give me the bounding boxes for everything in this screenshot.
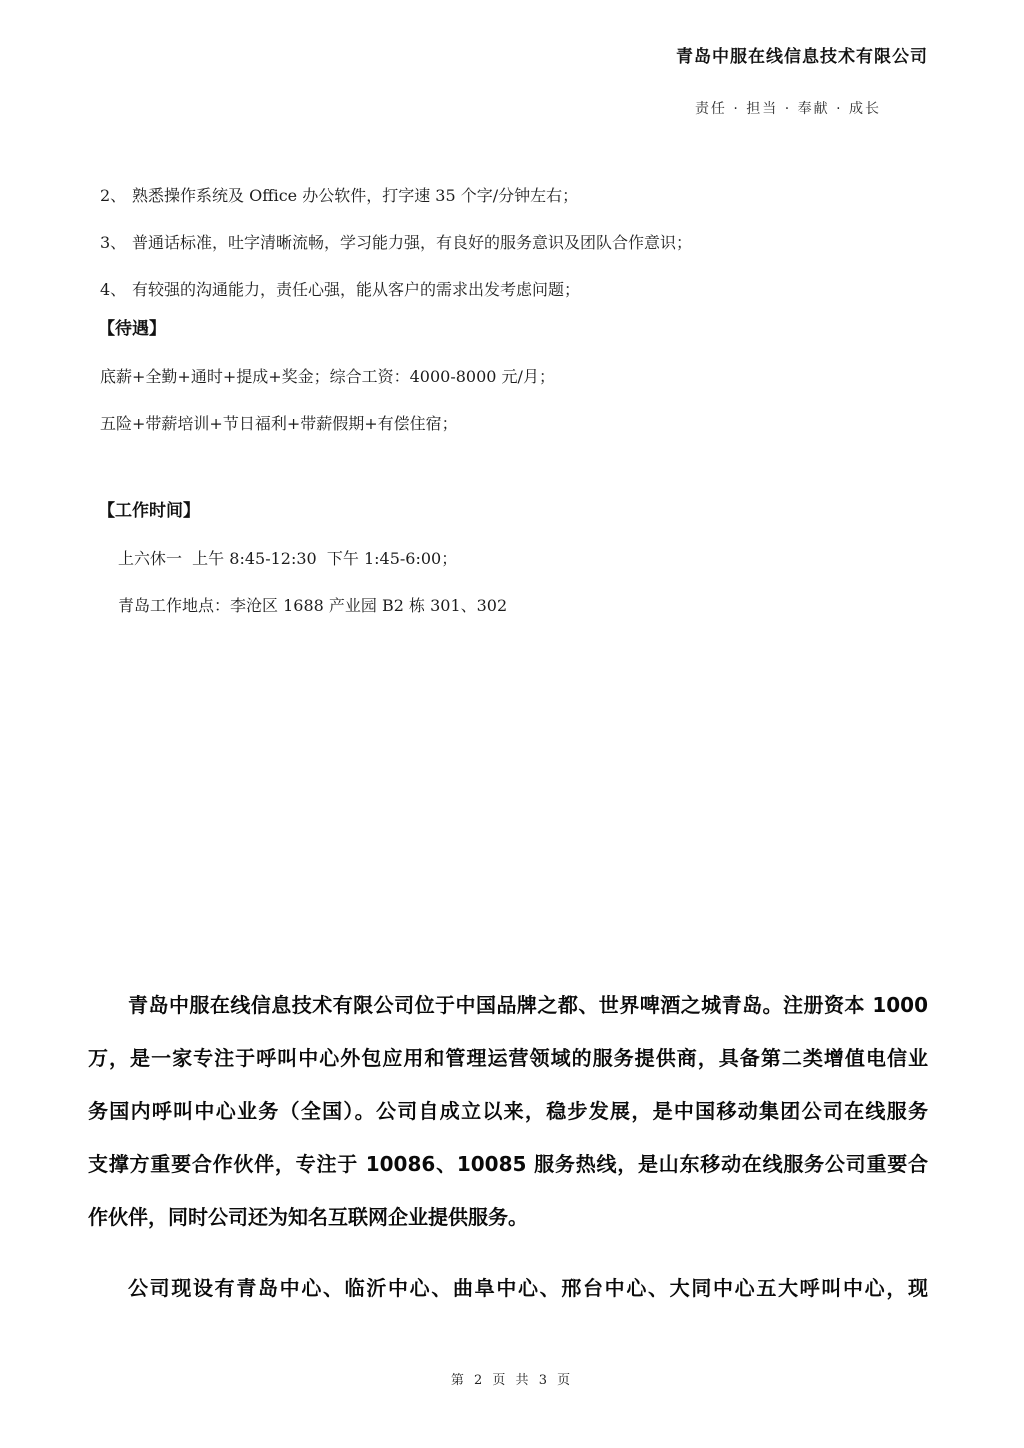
company-intro-paragraph-1 <box>88 979 928 1244</box>
worktime-line-schedule: 上六休一 上午 8:45-12:30 下午 1:45-6:00； <box>118 549 458 568</box>
intro-line: 作伙伴，同时公司还为知名互联网企业提供服务。 <box>88 1205 528 1229</box>
worktime-line-location: 青岛工作地点：李沧区 1688 产业园 B2 栋 301、302 <box>118 596 508 615</box>
benefits-line-salary: 底薪+全勤+通时+提成+奖金；综合工资：4000-8000 元/月； <box>100 367 555 386</box>
intro-line: 青岛中服在线信息技术有限公司位于中国品牌之都、世界啤酒之城青岛。注册资本 1000 <box>128 993 928 1017</box>
requirement-number: 3、 <box>100 233 127 252</box>
intro-line: 公司现设有青岛中心、临沂中心、曲阜中心、邢台中心、大同中心五大呼叫中心，现 <box>128 1276 928 1300</box>
page-number-indicator: 第 2 页 共 3 页 <box>450 1373 574 1388</box>
intro-line: 务国内呼叫中心业务（全国）。公司自成立以来，稳步发展，是中国移动集团公司在线服务 <box>88 1099 928 1123</box>
requirement-text: 熟悉操作系统及 Office 办公软件，打字速 35 个字/分钟左右； <box>132 186 579 205</box>
requirement-item-4 <box>100 279 928 301</box>
benefits-line-welfare: 五险+带薪培训+节日福利+带薪假期+有偿住宿； <box>100 414 458 433</box>
company-intro-paragraph-2 <box>88 1262 928 1315</box>
intro-line: 万，是一家专注于呼叫中心外包应用和管理运营领域的服务提供商，具备第二类增值电信业 <box>88 1046 928 1070</box>
requirement-item-3 <box>100 232 928 254</box>
requirement-number: 4、 <box>100 280 127 299</box>
intro-line: 支撑方重要合作伙伴，专注于 10086、10085 服务热线，是山东移动在线服务公司重要合 <box>88 1152 928 1176</box>
requirement-text: 普通话标准，吐字清晰流畅，学习能力强，有良好的服务意识及团队合作意识； <box>132 233 693 252</box>
benefits-heading: 【待遇】 <box>98 319 166 339</box>
requirement-item-2 <box>100 185 928 207</box>
requirement-text: 有较强的沟通能力，责任心强，能从客户的需求出发考虑问题； <box>132 280 581 299</box>
worktime-heading: 【工作时间】 <box>98 501 200 521</box>
header-motto: 责任 · 担当 · 奉献 · 成长 <box>694 101 881 117</box>
header-company-name: 青岛中服在线信息技术有限公司 <box>676 47 928 67</box>
requirement-number: 2、 <box>100 186 127 205</box>
